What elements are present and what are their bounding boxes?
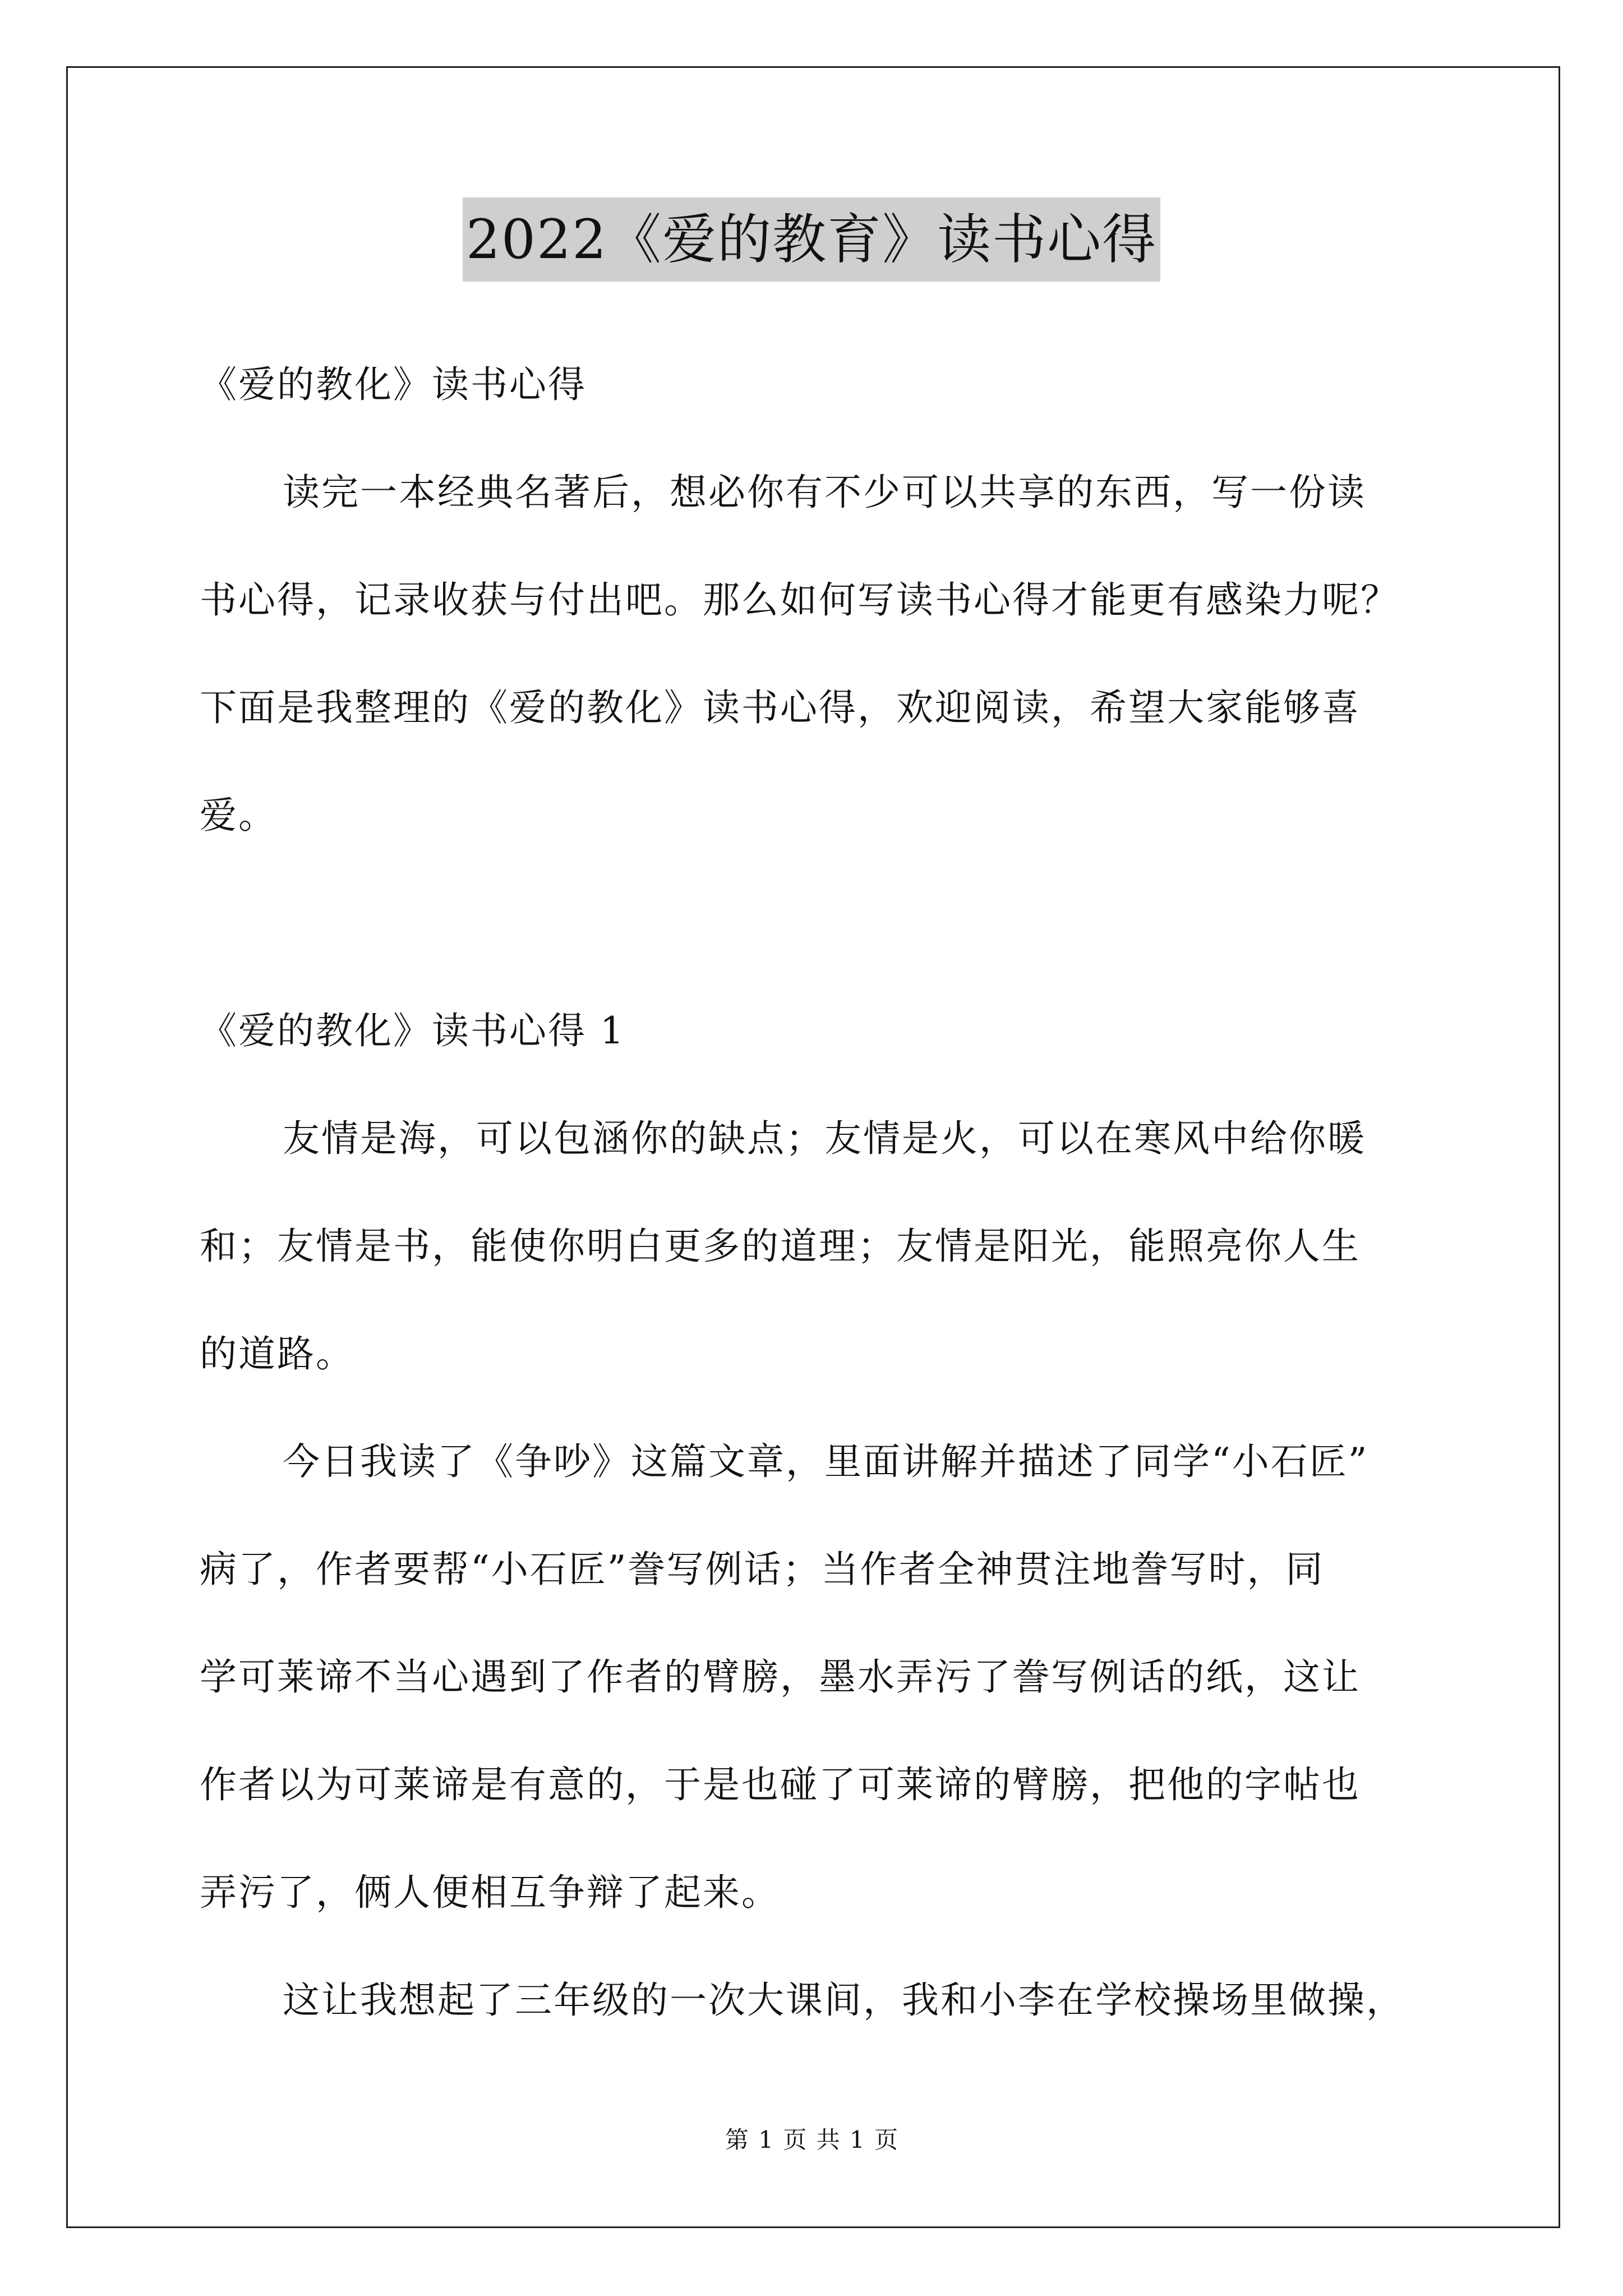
paragraph-line: 今日我读了《争吵》这篇文章，里面讲解并描述了同学“小石匠” — [283, 1440, 1369, 1483]
section-heading: 《爱的教化》读书心得 — [200, 363, 587, 406]
page-footer: 第 1 页 共 1 页 — [725, 2126, 898, 2154]
paragraph-line: 这让我想起了三年级的一次大课间，我和小李在学校操场里做操， — [283, 1978, 1405, 2022]
paragraph-line: 和；友情是书，能使你明白更多的道理；友情是阳光，能照亮你人生 — [200, 1225, 1361, 1268]
paragraph-line: 弄污了，俩人便相互争辩了起来。 — [200, 1871, 780, 1914]
paragraph-line: 友情是海，可以包涵你的缺点；友情是火，可以在寒风中给你暖 — [283, 1117, 1366, 1160]
paragraph-line: 读完一本经典名著后，想必你有不少可以共享的东西，写一份读 — [283, 471, 1366, 514]
paragraph-line: 书心得，记录收获与付出吧。那么如何写读书心得才能更有感染力呢？ — [200, 578, 1399, 622]
section-heading: 《爱的教化》读书心得 1 — [200, 1009, 625, 1052]
paragraph-line: 下面是我整理的《爱的教化》读书心得，欢迎阅读，希望大家能够喜 — [200, 686, 1361, 729]
paragraph-line: 病了，作者要帮“小石匠”誊写例话；当作者全神贯注地誊写时，同 — [200, 1548, 1325, 1591]
document-body — [200, 331, 1445, 2054]
paragraph-line: 爱。 — [200, 794, 277, 837]
paragraph-line: 的道路。 — [200, 1332, 354, 1375]
paragraph-gap — [200, 869, 1445, 977]
document-title: 2022《爱的教育》读书心得 — [463, 197, 1160, 282]
paragraph-line: 学可莱谛不当心遇到了作者的臂膀，墨水弄污了誊写例话的纸，这让 — [200, 1655, 1361, 1699]
title-container — [0, 197, 1623, 282]
paragraph-line: 作者以为可莱谛是有意的，于是也碰了可莱谛的臂膀，把他的字帖也 — [200, 1763, 1361, 1806]
